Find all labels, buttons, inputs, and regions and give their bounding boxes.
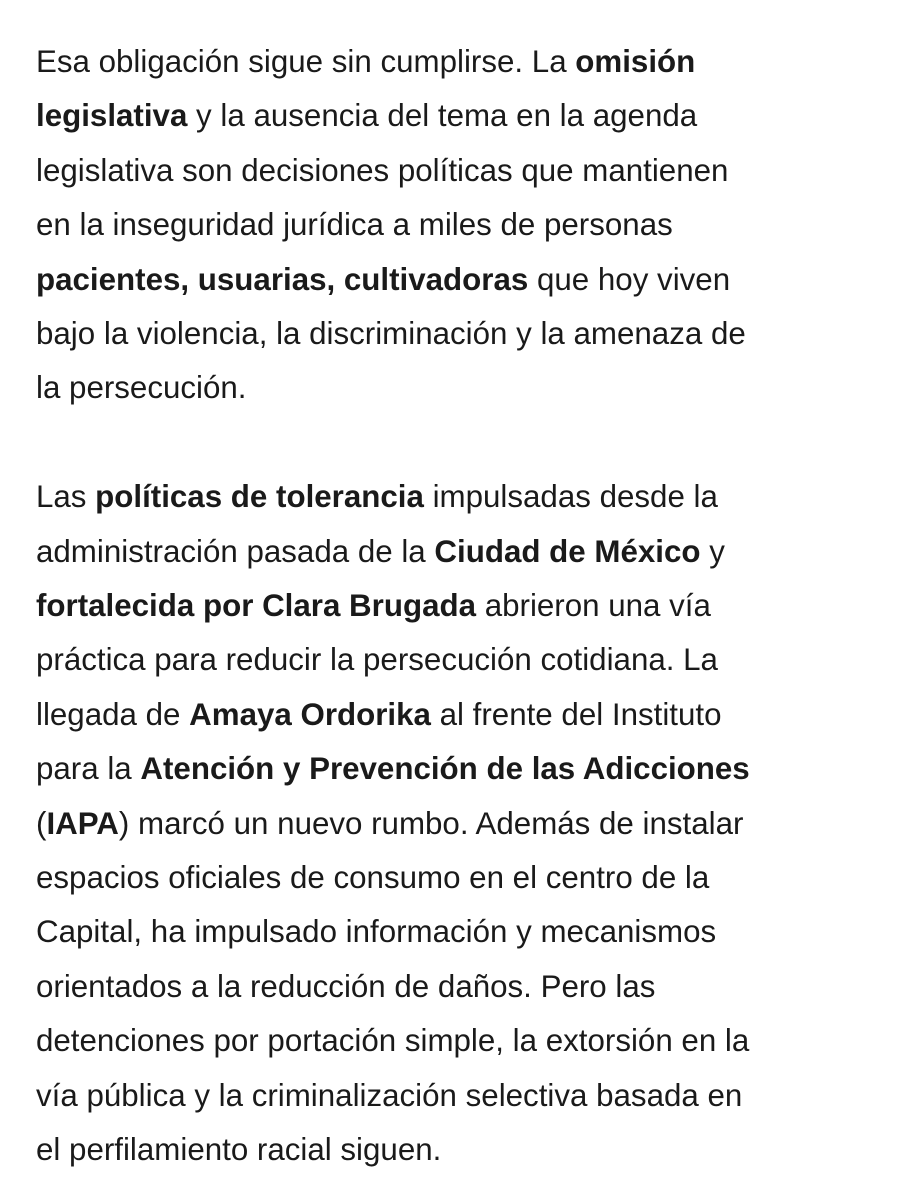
body-text: el perfilamiento racial siguen. bbox=[36, 1132, 442, 1168]
text-line bbox=[36, 633, 896, 687]
body-text: la persecución. bbox=[36, 370, 247, 406]
body-text: ) marcó un nuevo rumbo. Además de instalar bbox=[118, 805, 744, 841]
text-line bbox=[36, 198, 896, 252]
text-line bbox=[36, 742, 896, 796]
text-line bbox=[36, 1069, 896, 1123]
text-line bbox=[36, 1123, 896, 1177]
body-text: espacios oficiales de consumo en el centro de la bbox=[36, 860, 710, 896]
text-line bbox=[36, 1014, 896, 1068]
text-line bbox=[36, 361, 896, 415]
bold-text: fortalecida por Clara Brugada bbox=[36, 588, 477, 624]
article-body bbox=[36, 35, 896, 1178]
body-text: práctica para reducir la persecución cotidiana. La bbox=[36, 642, 718, 678]
body-text: abrieron una vía bbox=[476, 588, 711, 624]
bold-text: omisión bbox=[575, 44, 696, 79]
bold-text: IAPA bbox=[46, 805, 119, 841]
text-line bbox=[36, 905, 896, 959]
body-text: detenciones por portación simple, la extorsión en la bbox=[36, 1023, 750, 1059]
body-text: vía pública y la criminalización selectiva basada en bbox=[36, 1077, 743, 1113]
text-line bbox=[36, 470, 896, 524]
text-line bbox=[36, 851, 896, 905]
text-line bbox=[36, 688, 896, 742]
text-line bbox=[36, 960, 896, 1014]
bold-text: pacientes, usuarias, cultivadoras bbox=[36, 261, 529, 297]
body-text: y la ausencia del tema en la agenda bbox=[187, 98, 698, 134]
bold-text: legislativa bbox=[36, 98, 188, 134]
body-text: que hoy viven bbox=[528, 261, 731, 297]
text-line bbox=[36, 89, 896, 143]
bold-text: políticas de tolerancia bbox=[95, 479, 424, 515]
text-line bbox=[36, 253, 896, 307]
body-text: impulsadas desde la bbox=[423, 479, 718, 515]
text-line bbox=[36, 797, 896, 851]
body-text: ( bbox=[36, 805, 47, 841]
bold-text: Ciudad de México bbox=[434, 533, 701, 569]
body-text: bajo la violencia, la discriminación y la amenaza de bbox=[36, 316, 746, 352]
body-text: llegada de bbox=[36, 696, 190, 732]
body-text: y bbox=[700, 533, 725, 569]
body-text: legislativa son decisiones políticas que mantienen bbox=[36, 152, 729, 188]
text-line bbox=[36, 35, 896, 89]
body-text: al frente del Instituto bbox=[430, 696, 722, 732]
text-line bbox=[36, 307, 896, 361]
paragraph-1 bbox=[36, 35, 896, 416]
text-line bbox=[36, 579, 896, 633]
bold-text: Atención y Prevención de las Adicciones bbox=[140, 751, 750, 787]
bold-text: Amaya Ordorika bbox=[189, 696, 431, 732]
paragraph-2 bbox=[36, 470, 896, 1177]
body-text: en la inseguridad jurídica a miles de personas bbox=[36, 207, 673, 243]
body-text: para la bbox=[36, 751, 141, 787]
body-text: Las bbox=[36, 479, 96, 515]
body-text: Capital, ha impulsado información y mecanismos bbox=[36, 914, 717, 950]
body-text: orientados a la reducción de daños. Pero las bbox=[36, 968, 656, 1004]
text-line bbox=[36, 144, 896, 198]
body-text: administración pasada de la bbox=[36, 533, 435, 569]
body-text: Esa obligación sigue sin cumplirse. La bbox=[36, 44, 576, 79]
text-line bbox=[36, 525, 896, 579]
